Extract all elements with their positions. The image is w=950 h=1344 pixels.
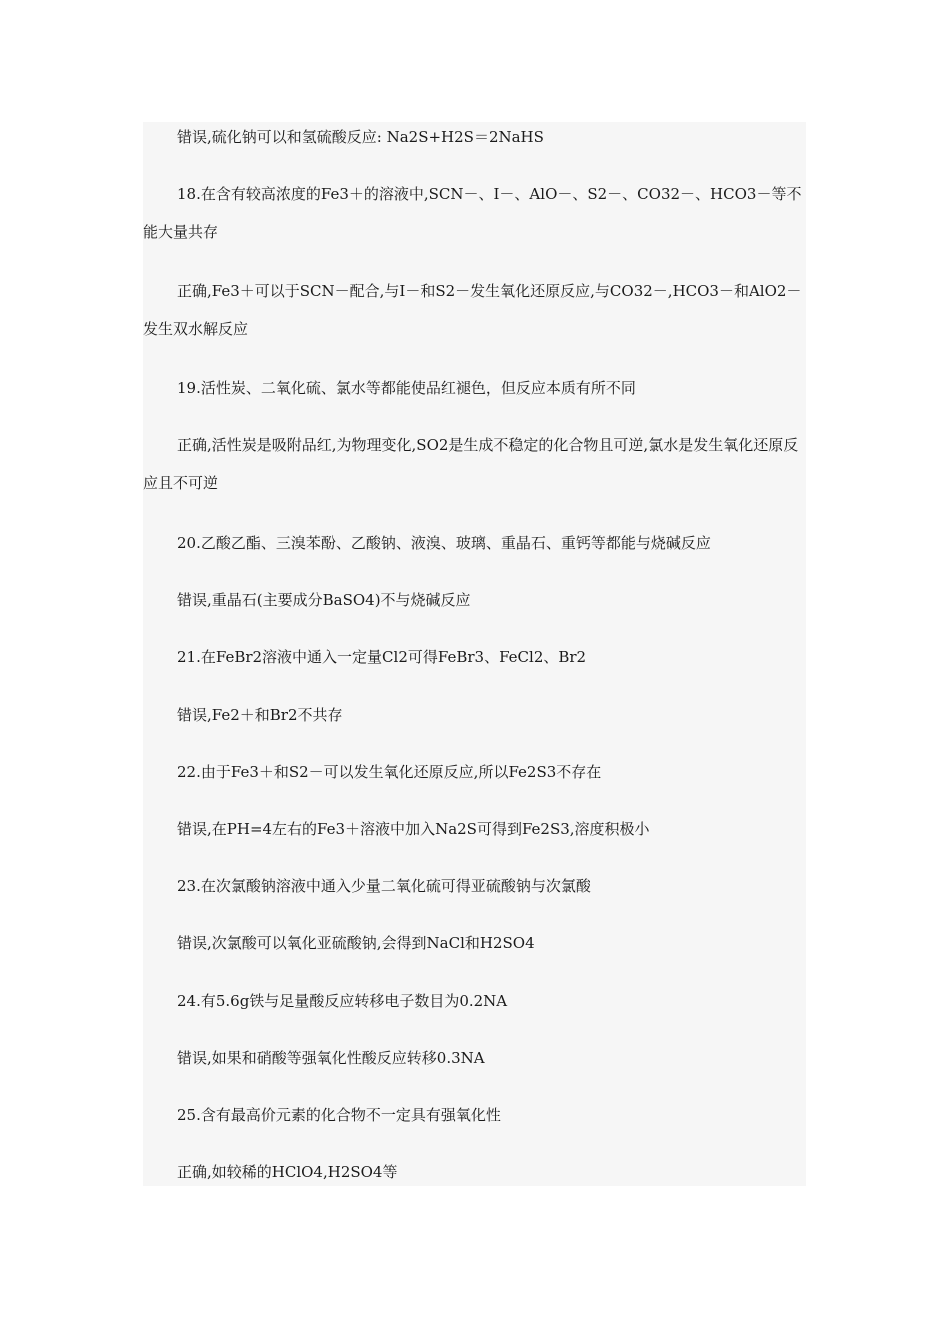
paragraph-question-19: 19.活性炭、二氧化硫、氯水等都能使品红褪色，但反应本质有所不同 bbox=[177, 379, 636, 397]
paragraph-answer-25: 正确,如较稀的HClO4,H2SO4等 bbox=[177, 1163, 398, 1181]
paragraph-answer-23: 错误,次氯酸可以氧化亚硫酸钠,会得到NaCl和H2SO4 bbox=[177, 934, 535, 952]
paragraph-question-18: 18.在含有较高浓度的Fe3＋的溶液中,SCN－、I－、AlO－、S2－、CO32－、HCO3－等不能大量共存 bbox=[143, 185, 802, 241]
paragraph-answer-24: 错误,如果和硝酸等强氧化性酸反应转移0.3NA bbox=[177, 1049, 485, 1067]
paragraph-question-20: 20.乙酸乙酯、三溴苯酚、乙酸钠、液溴、玻璃、重晶石、重钙等都能与烧碱反应 bbox=[177, 534, 711, 552]
paragraph-answer-19: 正确,活性炭是吸附品红,为物理变化,SO2是生成不稳定的化合物且可逆,氯水是发生氧化还原反应且不可逆 bbox=[143, 436, 799, 492]
paragraph-question-25: 25.含有最高价元素的化合物不一定具有强氧化性 bbox=[177, 1106, 501, 1124]
paragraph-question-24: 24.有5.6g铁与足量酸反应转移电子数目为0.2NA bbox=[177, 992, 508, 1010]
paragraph-answer-18: 正确,Fe3＋可以于SCN－配合,与I－和S2－发生氧化还原反应,与CO32－,HCO3－和AlO2－发生双水解反应 bbox=[143, 282, 802, 338]
paragraph-answer-21: 错误,Fe2＋和Br2不共存 bbox=[177, 706, 343, 724]
paragraph-answer-17: 错误,硫化钠可以和氢硫酸反应: Na2S+H2S＝2NaHS bbox=[177, 128, 544, 146]
paragraph-answer-22: 错误,在PH=4左右的Fe3＋溶液中加入Na2S可得到Fe2S3,溶度积极小 bbox=[177, 820, 650, 838]
paragraph-question-22: 22.由于Fe3＋和S2－可以发生氧化还原反应,所以Fe2S3不存在 bbox=[177, 763, 602, 781]
paragraph-question-23: 23.在次氯酸钠溶液中通入少量二氧化硫可得亚硫酸钠与次氯酸 bbox=[177, 877, 591, 895]
paragraph-question-21: 21.在FeBr2溶液中通入一定量Cl2可得FeBr3、FeCl2、Br2 bbox=[177, 648, 587, 666]
paragraph-answer-20: 错误,重晶石(主要成分BaSO4)不与烧碱反应 bbox=[177, 591, 471, 609]
